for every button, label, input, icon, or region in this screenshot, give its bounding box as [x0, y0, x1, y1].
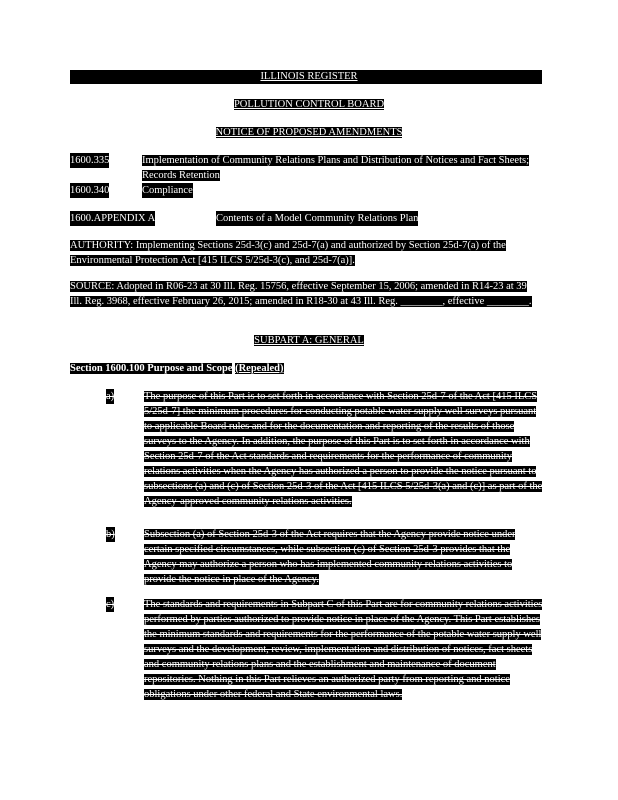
appendix-number: 1600.APPENDIX A — [70, 213, 156, 224]
board-title: POLLUTION CONTROL BOARD — [233, 99, 385, 110]
toc-title: Implementation of Community Relations Plans and Distribution of Notices and Fact Sheets; Records Retention — [142, 155, 529, 181]
toc-number: 1600.340 — [70, 185, 110, 196]
paragraph-text: The purpose of this Part is to set forth in accordance with Section 25d-7 of the Act [415 ILCS 5/25d-7] the minimum procedures for conducting potable water supply well surveys pursuant to applicable Board rules and for the documentation and reporting of the results of those surveys to the Agency. In addition, the purpose of this Part is to set forth in accordance with Section 25d-7 of the Act standards and requirements for the performance of community relations activities when the Agency has authorized a person to provide the notice pursuant to subsections (a) and (c) of Section 25d-3 of the Act [415 ILCS 5/25d-3(a) and (c)] as part of the Agency-approved community relations activities. — [144, 391, 543, 507]
notice-title: NOTICE OF PROPOSED AMENDMENTS — [215, 127, 403, 138]
appendix-title: Contents of a Model Community Relations Plan — [216, 213, 419, 224]
toc-number: 1600.335 — [70, 155, 110, 166]
paragraph-text: The standards and requirements in Subpart C of this Part are for community relations activities performed by parties authorized to provide notice in place of the Agency. This Part establishes the minimum standards and requirements for the performance of the potable water supply well surveys and the development, review, implementation and distribution of notices, fact sheets and community relations plans and the establishment and maintenance of document repositories. Nothing in this Part relieves an authorized party from reporting and notice obligations under other federal and State environmental laws. — [144, 599, 543, 700]
toc-title: Compliance — [142, 185, 193, 196]
subpart-heading: SUBPART A: GENERAL — [254, 335, 364, 346]
paragraph-text: Subsection (a) of Section 25d-3 of the Act requires that the Agency provide notice under certain specified circumstances, while subsection (c) of Section 25d-3 provides that the Agency may authorize a person who has implemented community relations activities to provide the notice in place of the Agency. — [144, 529, 516, 585]
section-heading: Section 1600.100 Purpose and Scope (Repealed) — [70, 363, 284, 374]
authority-note: AUTHORITY: Implementing Sections 25d-3(c) and 25d-7(a) and authorized by Section 25d-7(a) of the Environmental Protection Act [415 ILCS 5/25d-3(c), and 25d-7(a)]. — [70, 240, 506, 266]
paragraph-letter: b) — [106, 529, 115, 540]
source-note: SOURCE: Adopted in R06-23 at 30 Ill. Reg. 15756, effective September 15, 2006; amended in R14-23 at 39 Ill. Reg. 3968, effective February 26, 2015; amended in R18-30 at 43 Ill. Reg. ________, effective ________. — [70, 281, 532, 307]
paragraph-letter: a) — [106, 391, 115, 402]
paragraph-letter: c) — [106, 599, 115, 610]
register-title: ILLINOIS REGISTER — [260, 71, 358, 82]
repealed-status: (Repealed) — [235, 363, 284, 374]
